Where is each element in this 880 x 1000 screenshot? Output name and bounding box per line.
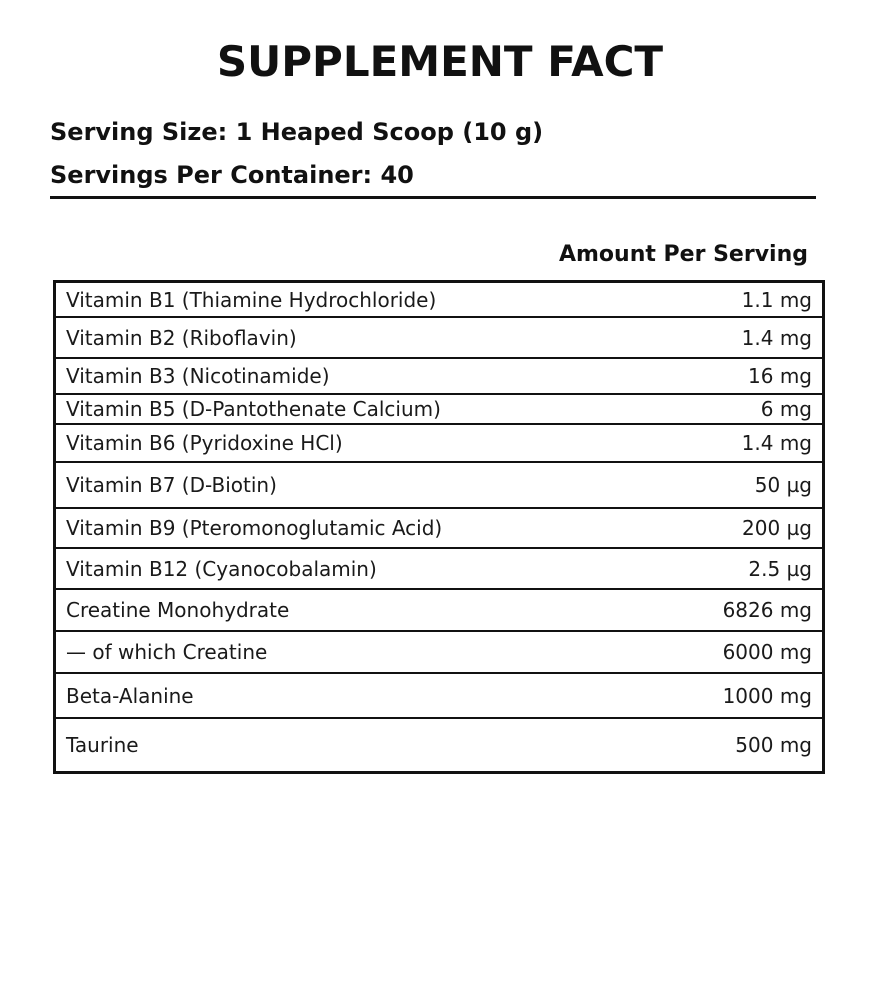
table-row xyxy=(56,590,822,632)
header-divider xyxy=(50,196,816,199)
ingredient-name: Vitamin B1 (Thiamine Hydrochloride) xyxy=(66,287,437,312)
table-row xyxy=(56,359,822,395)
supplement-facts-table xyxy=(53,280,825,774)
table-row xyxy=(56,463,822,509)
table-row xyxy=(56,425,822,463)
ingredient-name: Taurine xyxy=(66,733,139,757)
ingredient-amount: 200 µg xyxy=(742,516,812,540)
ingredient-name: Vitamin B12 (Cyanocobalamin) xyxy=(66,556,377,581)
table-row xyxy=(56,318,822,359)
ingredient-amount: 1.1 mg xyxy=(741,287,812,312)
serving-size: Serving Size: 1 Heaped Scoop (10 g) xyxy=(50,118,544,146)
ingredient-amount: 1.4 mg xyxy=(741,431,812,455)
ingredient-name: Vitamin B3 (Nicotinamide) xyxy=(66,364,330,388)
servings-per-container: Servings Per Container: 40 xyxy=(50,161,414,189)
amount-per-serving-header: Amount Per Serving xyxy=(558,242,808,267)
ingredient-amount: 6 mg xyxy=(760,397,812,421)
ingredient-amount: 500 mg xyxy=(735,733,812,757)
ingredient-name: — of which Creatine xyxy=(66,640,268,664)
ingredient-amount: 1.4 mg xyxy=(741,325,812,350)
table-row xyxy=(56,674,822,719)
table-row xyxy=(56,719,822,771)
ingredient-name: Beta-Alanine xyxy=(66,683,194,708)
ingredient-name: Vitamin B9 (Pteromonoglutamic Acid) xyxy=(66,516,443,540)
ingredient-amount: 50 µg xyxy=(754,473,812,497)
page-title: SUPPLEMENT FACT xyxy=(216,37,664,86)
ingredient-name: Creatine Monohydrate xyxy=(66,598,290,622)
ingredient-name: Vitamin B6 (Pyridoxine HCl) xyxy=(66,431,343,455)
table-row xyxy=(56,283,822,318)
table-row xyxy=(56,509,822,549)
ingredient-name: Vitamin B5 (D-Pantothenate Calcium) xyxy=(66,397,441,421)
ingredient-amount: 1000 mg xyxy=(722,683,812,708)
ingredient-amount: 2.5 µg xyxy=(748,556,812,581)
table-row xyxy=(56,632,822,674)
table-row xyxy=(56,549,822,590)
ingredient-amount: 6826 mg xyxy=(722,598,812,622)
ingredient-name: Vitamin B7 (D-Biotin) xyxy=(66,473,277,497)
ingredient-amount: 16 mg xyxy=(748,364,812,388)
ingredient-name: Vitamin B2 (Riboflavin) xyxy=(66,325,297,350)
ingredient-amount: 6000 mg xyxy=(722,640,812,664)
table-row xyxy=(56,395,822,425)
